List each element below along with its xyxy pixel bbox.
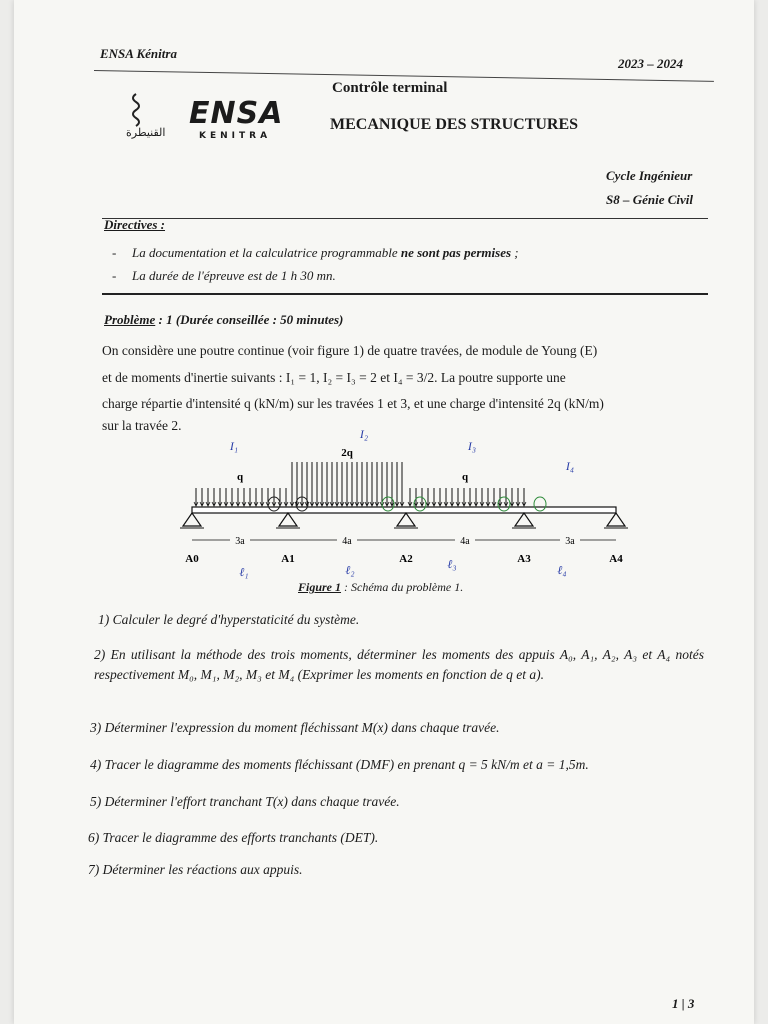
support-label-0: A0 xyxy=(185,553,199,565)
exam-page xyxy=(14,0,754,1024)
logo-wordmark: ENSA xyxy=(189,96,284,131)
directive-1-end: ; xyxy=(511,245,519,260)
span-length-1: 4a xyxy=(342,536,352,547)
span-length-2: 4a xyxy=(460,536,470,547)
support-2 xyxy=(397,513,415,526)
length-mark-2: ℓ₃ xyxy=(447,557,457,571)
directives-bottom-rule xyxy=(102,293,708,295)
span-length-0: 3a xyxy=(235,536,245,547)
directives-title: Directives : xyxy=(104,217,166,232)
department-label: S8 – Génie Civil xyxy=(606,192,694,207)
directive-1-emphasis: ne sont pas permises xyxy=(400,245,512,260)
cycle-label: Cycle Ingénieur xyxy=(606,168,693,183)
problem-title xyxy=(104,312,343,328)
course-title: MECANIQUE DES STRUCTURES xyxy=(330,116,579,133)
inertia-mark-3: I₄ xyxy=(565,459,575,473)
load-label-q1: q xyxy=(236,471,244,483)
exam-type: Contrôle terminal xyxy=(332,80,448,96)
length-mark-0: ℓ₁ xyxy=(239,565,249,579)
support-label-2: A2 xyxy=(399,553,413,565)
beam-figure xyxy=(174,428,644,588)
logo-subtitle: KENITRA xyxy=(199,131,272,141)
support-0 xyxy=(183,513,201,526)
directive-1-text: La documentation et la calculatrice programmable xyxy=(132,245,401,260)
length-mark-3: ℓ₄ xyxy=(557,563,567,577)
support-label-3: A3 xyxy=(517,553,531,565)
directive-item-2: - La durée de l'épreuve est de 1 h 30 mn. xyxy=(112,268,336,283)
question-1: 1) Calculer le degré d'hyperstaticité du système. xyxy=(98,612,360,627)
figure-caption-label: Figure 1 xyxy=(298,580,342,594)
inertia-mark-2: I₃ xyxy=(467,439,477,453)
length-mark-1: ℓ₂ xyxy=(345,563,355,577)
problem-heading: : 1 (Durée conseillée : 50 minutes) xyxy=(155,312,344,327)
logo-arabic: القنيطرة xyxy=(126,127,166,139)
question-7: 7) Déterminer les réactions aux appuis. xyxy=(88,862,303,877)
question-3: 3) Déterminer l'expression du moment fléchissant M(x) dans chaque travée. xyxy=(90,720,500,735)
beam xyxy=(192,507,616,513)
load-label-q3: q xyxy=(461,471,469,483)
problem-line-1: On considère une poutre continue (voir figure 1) de quatre travées, de module de Young (E) xyxy=(102,343,598,358)
question-2: 2) En utilisant la méthode des trois moments, déterminer les moments des appuis A₀, A₁, A₂, A₃ et A₄ notés respectivement M₀, M₁, M₂, M₃ et M₄ (Exprimer les moments en fonction de q et a). xyxy=(94,647,704,682)
question-6: 6) Tracer le diagramme des efforts tranchants (DET). xyxy=(88,830,379,845)
figure-caption-text: : Schéma du problème 1. xyxy=(341,580,464,594)
problem-line-2: et de moments d'inertie suivants : I₁ = 1, I₂ = I₃ = 2 et I₄ = 3/2. La poutre supporte une xyxy=(102,370,566,385)
figure-caption xyxy=(298,580,463,595)
question-4: 4) Tracer le diagramme des moments fléchissant (DMF) en prenant q = 5 kN/m et a = 1,5m. xyxy=(90,757,589,772)
span-length-3: 3a xyxy=(565,536,575,547)
directives-top-rule xyxy=(102,218,708,219)
support-1 xyxy=(279,513,297,526)
support-3 xyxy=(515,513,533,526)
inertia-mark-1: I₂ xyxy=(359,428,369,441)
inertia-mark-0: I₁ xyxy=(229,439,239,453)
school-name: ENSA Kénitra xyxy=(100,46,177,61)
support-4 xyxy=(607,513,625,526)
question-5: 5) Déterminer l'effort tranchant T(x) dans chaque travée. xyxy=(90,794,400,809)
support-label-1: A1 xyxy=(281,553,295,565)
academic-year: 2023 – 2024 xyxy=(618,56,683,71)
directive-2-text: La durée de l'épreuve est de 1 h 30 mn. xyxy=(132,268,336,283)
page-number: 1 | 3 xyxy=(672,996,695,1011)
problem-label: Problème xyxy=(104,312,156,327)
load-label-2q: 2q xyxy=(341,447,353,459)
problem-line-3: charge répartie d'intensité q (kN/m) sur les travées 1 et 3, et une charge d'intensité 2q (kN/m) xyxy=(102,396,604,411)
support-label-4: A4 xyxy=(609,553,623,565)
directive-item-1: - La documentation et la calculatrice programmable ne sont pas permises ; xyxy=(112,245,519,260)
problem-line-4: sur la travée 2. xyxy=(102,418,182,433)
